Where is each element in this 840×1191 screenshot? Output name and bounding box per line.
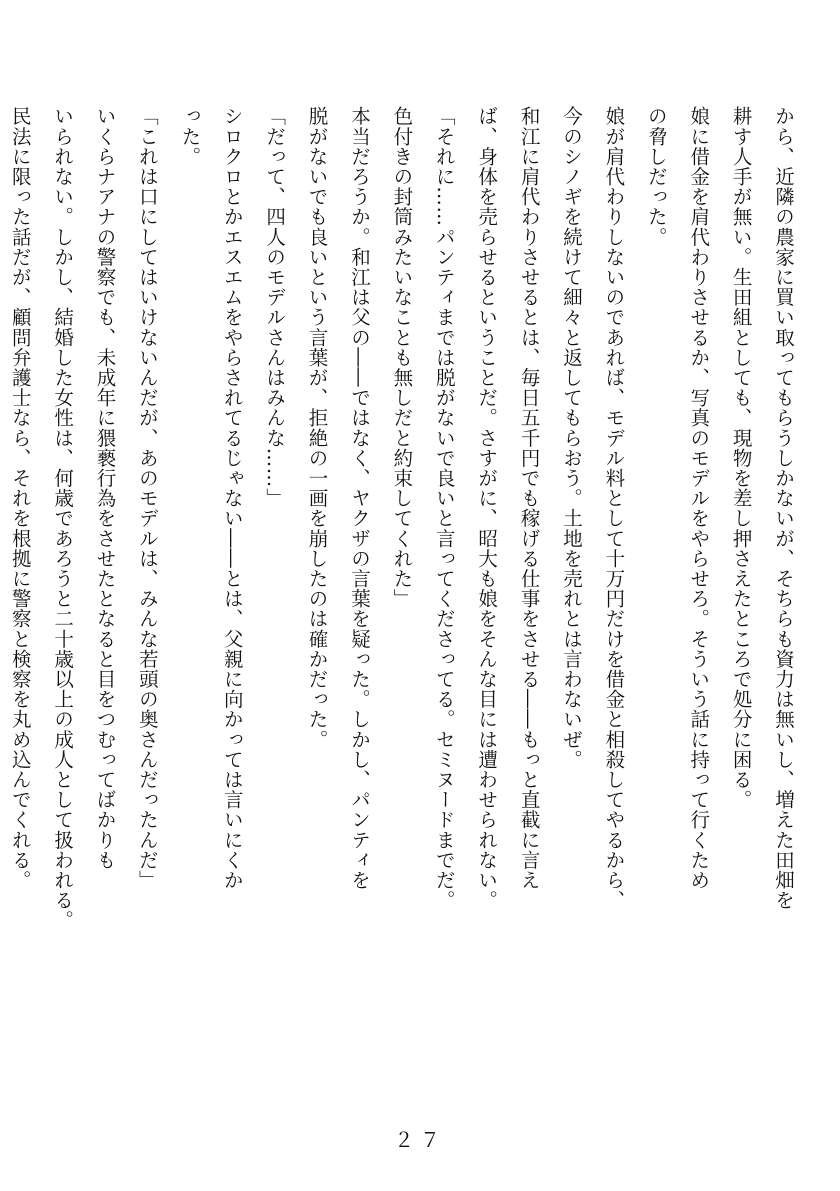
page-number: ２７ [394, 1128, 446, 1152]
text-line: の脅しだった。 [644, 106, 668, 247]
text-line: 本当だろうか。和江は父の――ではなく、ヤクザの言葉を疑った。しかし、パンティを [347, 106, 371, 890]
text-line: った。 [178, 106, 202, 167]
text-line: 娘に借金を肩代わりさせるか、写真のモデルをやらせろ。そういう話に持って行くため [687, 106, 711, 890]
text-line: から、近隣の農家に買い取ってもらうしかないが、そちらも資力は無いし、増えた田畑を [772, 106, 795, 910]
text-line: 「これは口にしてはいけないんだが、あのモデルは、みんな若頭の奥さんだったんだ」 [135, 106, 159, 890]
text-line: 「それに……パンティまでは脱がないで良いと言ってくださってる。セミヌードまでだ。 [432, 106, 456, 910]
text-line: シロクロとかエスエムをやらされてるじゃない――とは、父親に向かっては言いにくか [220, 106, 244, 890]
text-line: 娘が肩代わりしないのであれば、モデル料として十万円だけを借金と相殺してやるから、 [602, 106, 626, 910]
text-line: 和江に肩代わりさせるとは、毎日五千円でも稼げる仕事をさせる――もっと直截に言え [517, 106, 541, 890]
text-line: ば、身体を売らせるということだ。さすがに、昭大も娘をそんな目には遭わせられない。 [475, 106, 499, 910]
text-line: 民法に限った話だが、顧問弁護士なら、それを根拠に警察と検察を丸め込んでくれる。 [8, 106, 32, 890]
vertical-text-body [8, 106, 804, 1006]
text-line: いくらナアナの警察でも、未成年に猥褻行為をさせたとなると目をつむってばかりも [93, 106, 117, 870]
text-line: 色付きの封筒みたいなことも無しだと約束してくれた」 [390, 106, 414, 609]
text-line: いられない。しかし、結婚した女性は、何歳であろうと二十歳以上の成人として扱われる。 [51, 106, 75, 931]
text-line: 脱がないでも良いという言葉が、拒絶の一画を崩したのは確かだった。 [305, 106, 329, 750]
text-line: 耕す人手が無い。生田組としても、現物を差し押さえたところで処分に困る。 [729, 106, 753, 810]
text-line: 今のシノギを続けて細々と返してもらおう。土地を売れとは言わないぜ。 [559, 106, 583, 770]
text-line: 「だって、四人のモデルさんはみんな……」 [263, 106, 287, 508]
